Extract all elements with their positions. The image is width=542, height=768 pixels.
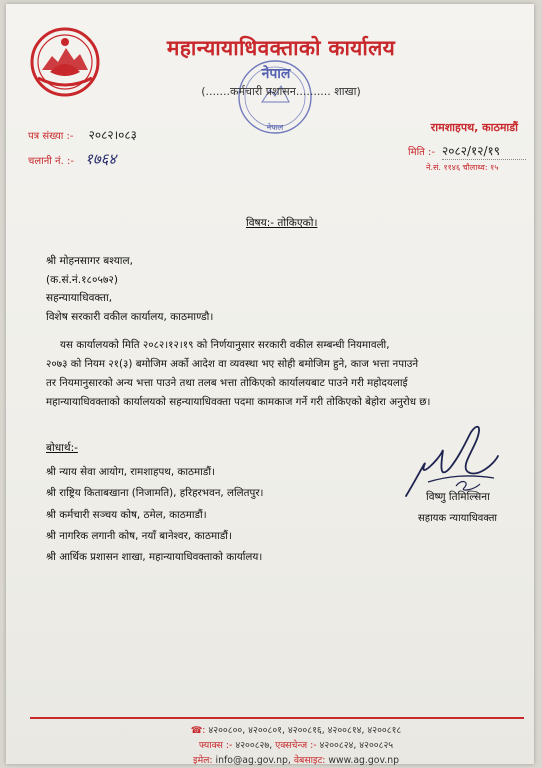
exchange-numbers: ४२००८२४, ४२००८२५	[319, 740, 394, 751]
addressee-line: सहन्यायाधिवक्ता,	[46, 292, 113, 304]
addressee-line: श्री मोहनसागर बश्याल,	[46, 255, 133, 267]
letter-number-label: पत्र संख्या :-	[28, 131, 74, 142]
cc-item: श्री राष्ट्रिय किताबखाना (निजामति), हरिहरभवन, ललितपुर।	[46, 487, 264, 500]
cc-item: श्री आर्थिक प्रशासन शाखा, महान्यायाधिवक्ताको कार्यालय।	[46, 551, 263, 564]
website-link[interactable]: www.ag.gov.np	[328, 755, 399, 766]
addressee-line: विशेष सरकारी वकील कार्यालय, काठमाण्डौ।	[46, 310, 214, 323]
exchange-label: एक्सचेन्ज :-	[275, 740, 317, 751]
body-line: २०७३ को नियम २१(३) बमोजिम अर्को आदेश वा व्यवस्था भए सोही बमोजिम हुने, काज भत्ता नपाउने	[46, 358, 419, 370]
letter-body	[46, 336, 516, 412]
dispatch-number-label: चलानी नं. :-	[28, 156, 74, 167]
section-line: (.......कर्मचारी प्रशासन.......... शाखा)	[201, 85, 361, 98]
dispatch-number-value: १७६४	[85, 150, 117, 168]
email-link[interactable]: info@ag.gov.np,	[215, 755, 291, 766]
stamp-text-top: नेपाल	[261, 66, 291, 82]
cc-list	[46, 462, 263, 568]
letter-number	[28, 124, 137, 143]
addressee-line: (क.सं.नं.१८०५७२)	[46, 273, 118, 286]
cc-item: श्री कर्मचारी सञ्चय कोष, ठमेल, काठमाडौं।	[46, 508, 207, 521]
footer-divider	[30, 717, 524, 719]
body-line: महान्यायाधिवक्ताको कार्यालयको सहन्यायाधिवक्ता पदमा कामकाज गर्ने गरी तोकिएको बेहोरा अनुरोध छ।	[46, 396, 431, 408]
dispatch-number	[28, 149, 116, 169]
date-value: २०८२/१२/१९	[442, 142, 526, 160]
phone-numbers: ४२००८००, ४२००८०१, ४२००८१६, ४२००८१४, ४२००८१८	[208, 725, 402, 736]
phone-icon: ☎:	[190, 725, 206, 736]
footer-contact	[116, 753, 476, 766]
nepal-era-date: ने.सं. ११४६ चौलाथ्व: १५	[426, 163, 499, 172]
website-label: वेबसाइट:	[293, 755, 326, 766]
fax-number: ४२००८२७,	[235, 740, 273, 751]
footer-phone	[116, 723, 476, 736]
addressee-block	[46, 252, 213, 326]
subject-line: विषय:- तोकिएको।	[246, 217, 318, 229]
signatory-name: विष्णु तिमिल्सिना	[426, 491, 490, 503]
letter-page	[6, 4, 534, 764]
date-label: मिति :-	[408, 147, 436, 158]
office-address: रामशाहपथ, काठमाडौं	[430, 121, 518, 134]
stamp-text-bottom: नेपाल	[266, 123, 284, 132]
office-title: महान्यायाधिवक्ताको कार्यालय	[166, 36, 396, 60]
letter-number-value: २०८२।०८३	[88, 128, 137, 142]
body-line: यस कार्यालयको मिति २०८२।१२।१९ को निर्णयानुसार सरकारी वकील सम्बन्धी नियमावली,	[60, 339, 390, 351]
cc-item: श्री नागरिक लगानी कोष, नयाँ बानेश्वर, काठमाडौं।	[46, 529, 232, 542]
body-line: तर नियमानुसारको अन्य भत्ता पाउने तथा तलब भत्ता तोकिएको कार्यालयबाट पाउने गरी महोदयलाई	[46, 377, 408, 389]
cc-item: श्री न्याय सेवा आयोग, रामशाहपथ, काठमाडौं।	[46, 466, 215, 478]
fax-label: फ्याक्स :-	[198, 740, 233, 751]
email-label: इमेल:	[193, 755, 213, 766]
signatory-title: सहायक न्यायाधिवक्ता	[418, 513, 497, 524]
nepal-emblem-icon	[28, 26, 102, 98]
footer-fax	[116, 738, 476, 751]
cc-heading: बोधार्थ:-	[46, 442, 78, 454]
